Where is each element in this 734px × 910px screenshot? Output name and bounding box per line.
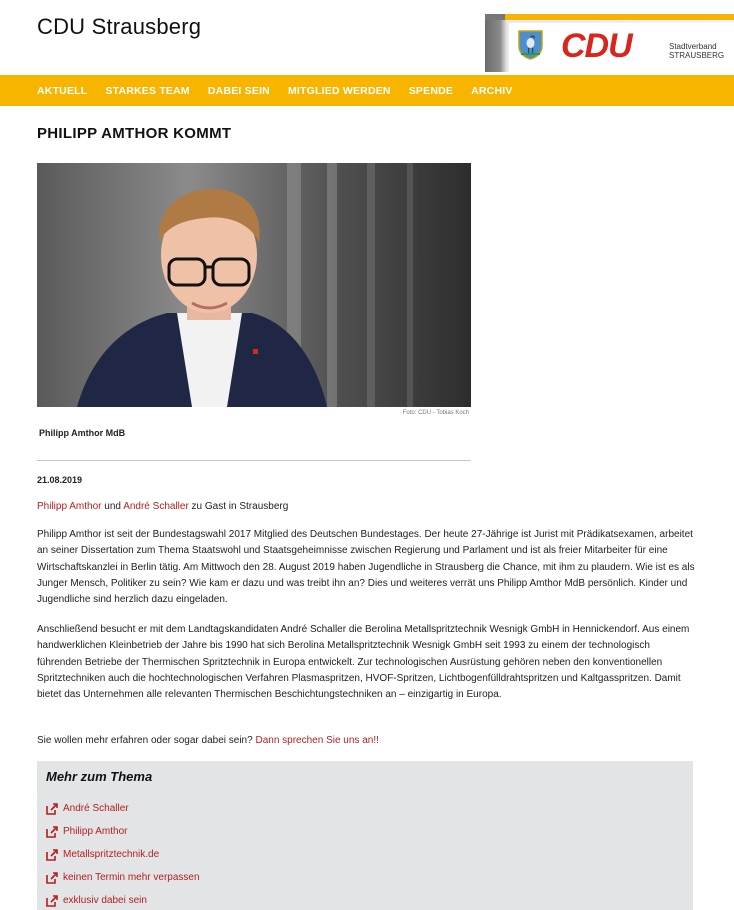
cdu-wordmark: CDU (561, 27, 632, 65)
related-link-philipp-amthor[interactable] (46, 820, 200, 843)
link-philipp-amthor[interactable]: Philipp Amthor (37, 501, 102, 512)
external-link-icon (46, 849, 58, 861)
photo-caption: Philipp Amthor MdB (39, 428, 126, 438)
coat-of-arms-icon (517, 29, 544, 60)
nav-item-starkes-team[interactable]: STARKES TEAM (105, 84, 190, 97)
intro-and: und (101, 501, 124, 512)
related-links (46, 797, 200, 910)
related-link-termine[interactable] (46, 866, 200, 889)
link-andre-schaller[interactable]: André Schaller (123, 501, 189, 512)
related-box (37, 761, 693, 910)
related-link-metallspritztechnik[interactable] (46, 843, 200, 866)
article-intro (37, 501, 288, 512)
article-paragraph-2: Anschließend besucht er mit dem Landtagskandidaten André Schaller die Berolina Metallspritztechnik Wesnigk GmbH in Hennickendorf. Aus einem handwerklichen Kleinbetrieb der Jahre bis 1990 hat sich Berolina Metallspritztechnik Wesnigk GmbH seit 1993 zu einem der technologisch führenden Betriebe der Thermischen Spritztechnik in Europa entwickelt. Zur technologischen Ausrüstung gehören neben den konventionellen Spritztechniken auch die hochtechnologischen Verfahren Plasmaspritzen, HVOF-Spritzen, Lichtbogenfülldrahtspritzen und Kaltgasspritzen. Damit bietet das Unternehmen alle relevanten Thermischen Beschichtungstechniken an – einzigartig in Europa. (37, 624, 690, 701)
external-link-icon (46, 826, 58, 838)
article-title: PHILIPP AMTHOR KOMMT (37, 125, 232, 142)
site-title[interactable]: CDU Strausberg (37, 14, 202, 39)
external-link-icon (46, 895, 58, 907)
cdu-logo[interactable] (485, 14, 734, 72)
external-link-icon (46, 872, 58, 884)
call-to-action (37, 735, 379, 746)
related-link-label: exklusiv dabei sein (63, 895, 147, 906)
nav-item-spende[interactable]: SPENDE (408, 84, 454, 97)
nav-item-aktuell[interactable]: AKTUELL (37, 84, 88, 97)
logo-stripe (485, 14, 734, 20)
photo-credit: Foto: CDU - Tobias Koch (402, 410, 469, 416)
article-paragraph-1: Philipp Amthor ist seit der Bundestagswahl 2017 Mitglied des Deutschen Bundestages. Der heute 27-Jährige ist Jurist mit Prädikatsexamen, arbeitet an seiner Dissertation zum Thema Staatswohl und Staatsgeheimnisse zwischen Regierung und Parlament und ist als freier Mitarbeiter für eine Wirtschaftskanzlei in Berlin tätig. Am Mittwoch den 28. August 2019 haben Jugendliche in Strausberg die Chance, mit ihm zu plaudern. Wie ist es als Junger Mensch, Politiker zu sein? Wie kam er dazu und was treibt ihn an? Dies und weiteres verrät uns Philipp Amthor MdB persönlich. Kinder und Jugendliche sind herzlich dazu eingeladen. (37, 529, 695, 606)
nav-item-dabei-sein[interactable]: DABEI SEIN (207, 84, 270, 97)
portrait-image (37, 163, 471, 407)
related-title: Mehr zum Thema (46, 769, 153, 784)
hero-photo (37, 163, 471, 407)
nav-item-archiv[interactable]: ARCHIV (471, 84, 513, 97)
related-link-exklusiv[interactable] (46, 889, 200, 910)
site-header (0, 0, 734, 75)
related-link-andre-schaller[interactable] (46, 797, 200, 820)
logo-panel (509, 23, 734, 72)
nav-item-mitglied-werden[interactable]: MITGLIED WERDEN (287, 84, 391, 97)
external-link-icon (46, 803, 58, 815)
divider (37, 460, 471, 461)
main-nav (0, 75, 734, 106)
cta-text: Sie wollen mehr erfahren oder sogar dabei sein? (37, 735, 256, 746)
cta-link[interactable]: Dann sprechen Sie uns an!! (255, 735, 379, 746)
related-link-label: keinen Termin mehr verpassen (63, 872, 200, 883)
related-link-label: Philipp Amthor (63, 826, 128, 837)
logo-line2: STRAUSBERG (669, 51, 725, 60)
related-link-label: André Schaller (63, 803, 129, 814)
article-date: 21.08.2019 (37, 475, 83, 485)
related-link-label: Metallspritztechnik.de (63, 849, 160, 860)
intro-rest: zu Gast in Strausberg (188, 501, 289, 512)
logo-line1: Stadtverband (669, 42, 717, 51)
